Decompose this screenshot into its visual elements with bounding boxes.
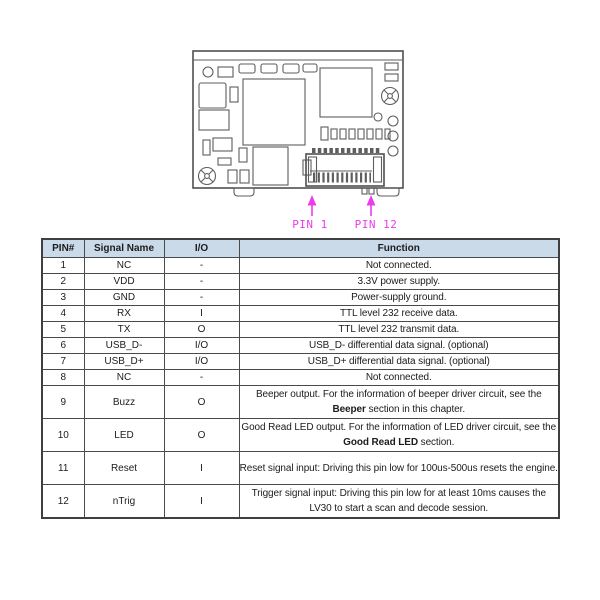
- pin-number-cell: 12: [42, 485, 84, 519]
- pin-number-cell: 7: [42, 354, 84, 370]
- screw-hole-icon: [199, 168, 216, 185]
- signal-name-cell: nTrig: [84, 485, 164, 519]
- signal-name-cell: VDD: [84, 274, 164, 290]
- io-cell: O: [164, 386, 239, 419]
- pin-number-cell: 1: [42, 258, 84, 274]
- function-cell: Not connected.: [239, 258, 559, 274]
- pin-number-cell: 5: [42, 322, 84, 338]
- arrow-up-icon: [367, 195, 376, 206]
- pin-number-cell: 8: [42, 370, 84, 386]
- header-function: Function: [239, 239, 559, 258]
- table-header-row: [42, 239, 559, 258]
- io-cell: I/O: [164, 354, 239, 370]
- function-cell: Good Read LED output. For the information of LED driver circuit, see the Good Read LED section.: [239, 419, 559, 452]
- signal-name-cell: USB_D-: [84, 338, 164, 354]
- pin-number-cell: 4: [42, 306, 84, 322]
- io-cell: -: [164, 370, 239, 386]
- function-cell: 3.3V power supply.: [239, 274, 559, 290]
- pin-number-cell: 10: [42, 419, 84, 452]
- pin-number-cell: 2: [42, 274, 84, 290]
- signal-name-cell: Buzz: [84, 386, 164, 419]
- signal-name-cell: NC: [84, 258, 164, 274]
- table-row: [42, 370, 559, 386]
- function-cell: USB_D+ differential data signal. (optional): [239, 354, 559, 370]
- pin-number-cell: 3: [42, 290, 84, 306]
- function-cell: Reset signal input: Driving this pin low for 100us-500us resets the engine.: [239, 452, 559, 485]
- io-cell: -: [164, 274, 239, 290]
- io-cell: O: [164, 322, 239, 338]
- function-cell: Beeper output. For the information of beeper driver circuit, see the Beeper section in this chapter.: [239, 386, 559, 419]
- io-cell: O: [164, 419, 239, 452]
- header-io: I/O: [164, 239, 239, 258]
- function-cell: Trigger signal input: Driving this pin low for at least 10ms causes the LV30 to start a scan and decode session.: [239, 485, 559, 519]
- pcb-secondary-chip: [320, 68, 372, 117]
- arrow-up-icon: [308, 195, 317, 206]
- pcb-components-top-right: [320, 63, 399, 156]
- header-pin-number: PIN#: [42, 239, 84, 258]
- signal-name-cell: RX: [84, 306, 164, 322]
- pin-number-cell: 6: [42, 338, 84, 354]
- signal-name-cell: TX: [84, 322, 164, 338]
- pcb-main-chip: [243, 79, 305, 145]
- signal-name-cell: NC: [84, 370, 164, 386]
- pcb-connector-12pin: [306, 151, 384, 187]
- io-cell: I: [164, 306, 239, 322]
- function-cell: Not connected.: [239, 370, 559, 386]
- io-cell: -: [164, 258, 239, 274]
- signal-name-cell: Reset: [84, 452, 164, 485]
- pin-number-cell: 11: [42, 452, 84, 485]
- pcb-diagram: [0, 0, 600, 235]
- pin12-callout: [355, 195, 398, 231]
- header-signal-name: Signal Name: [84, 239, 164, 258]
- function-cell: TTL level 232 receive data.: [239, 306, 559, 322]
- function-cell: Power-supply ground.: [239, 290, 559, 306]
- pin-number-cell: 9: [42, 386, 84, 419]
- table-row: [42, 258, 559, 274]
- function-cell: USB_D- differential data signal. (optional): [239, 338, 559, 354]
- io-cell: I/O: [164, 338, 239, 354]
- table-row: [42, 306, 559, 322]
- table-row: [42, 290, 559, 306]
- table-row: [42, 485, 559, 519]
- signal-name-cell: LED: [84, 419, 164, 452]
- table-row: [42, 274, 559, 290]
- table-row: [42, 338, 559, 354]
- signal-name-cell: GND: [84, 290, 164, 306]
- pcb-bottom-tabs: [234, 188, 399, 196]
- signal-name-cell: USB_D+: [84, 354, 164, 370]
- pin1-label: PIN 1: [292, 218, 328, 231]
- io-cell: I: [164, 485, 239, 519]
- pin12-label: PIN 12: [354, 218, 398, 231]
- table-row: [42, 322, 559, 338]
- table-row: [42, 419, 559, 452]
- function-cell: TTL level 232 transmit data.: [239, 322, 559, 338]
- pin-definition-table: [41, 238, 560, 519]
- pcb-components-top-left: [199, 64, 317, 130]
- io-cell: -: [164, 290, 239, 306]
- table-row: [42, 452, 559, 485]
- table-row: [42, 386, 559, 419]
- screw-hole-icon: [382, 88, 399, 105]
- io-cell: I: [164, 452, 239, 485]
- table-row: [42, 354, 559, 370]
- pin1-callout: [292, 195, 328, 231]
